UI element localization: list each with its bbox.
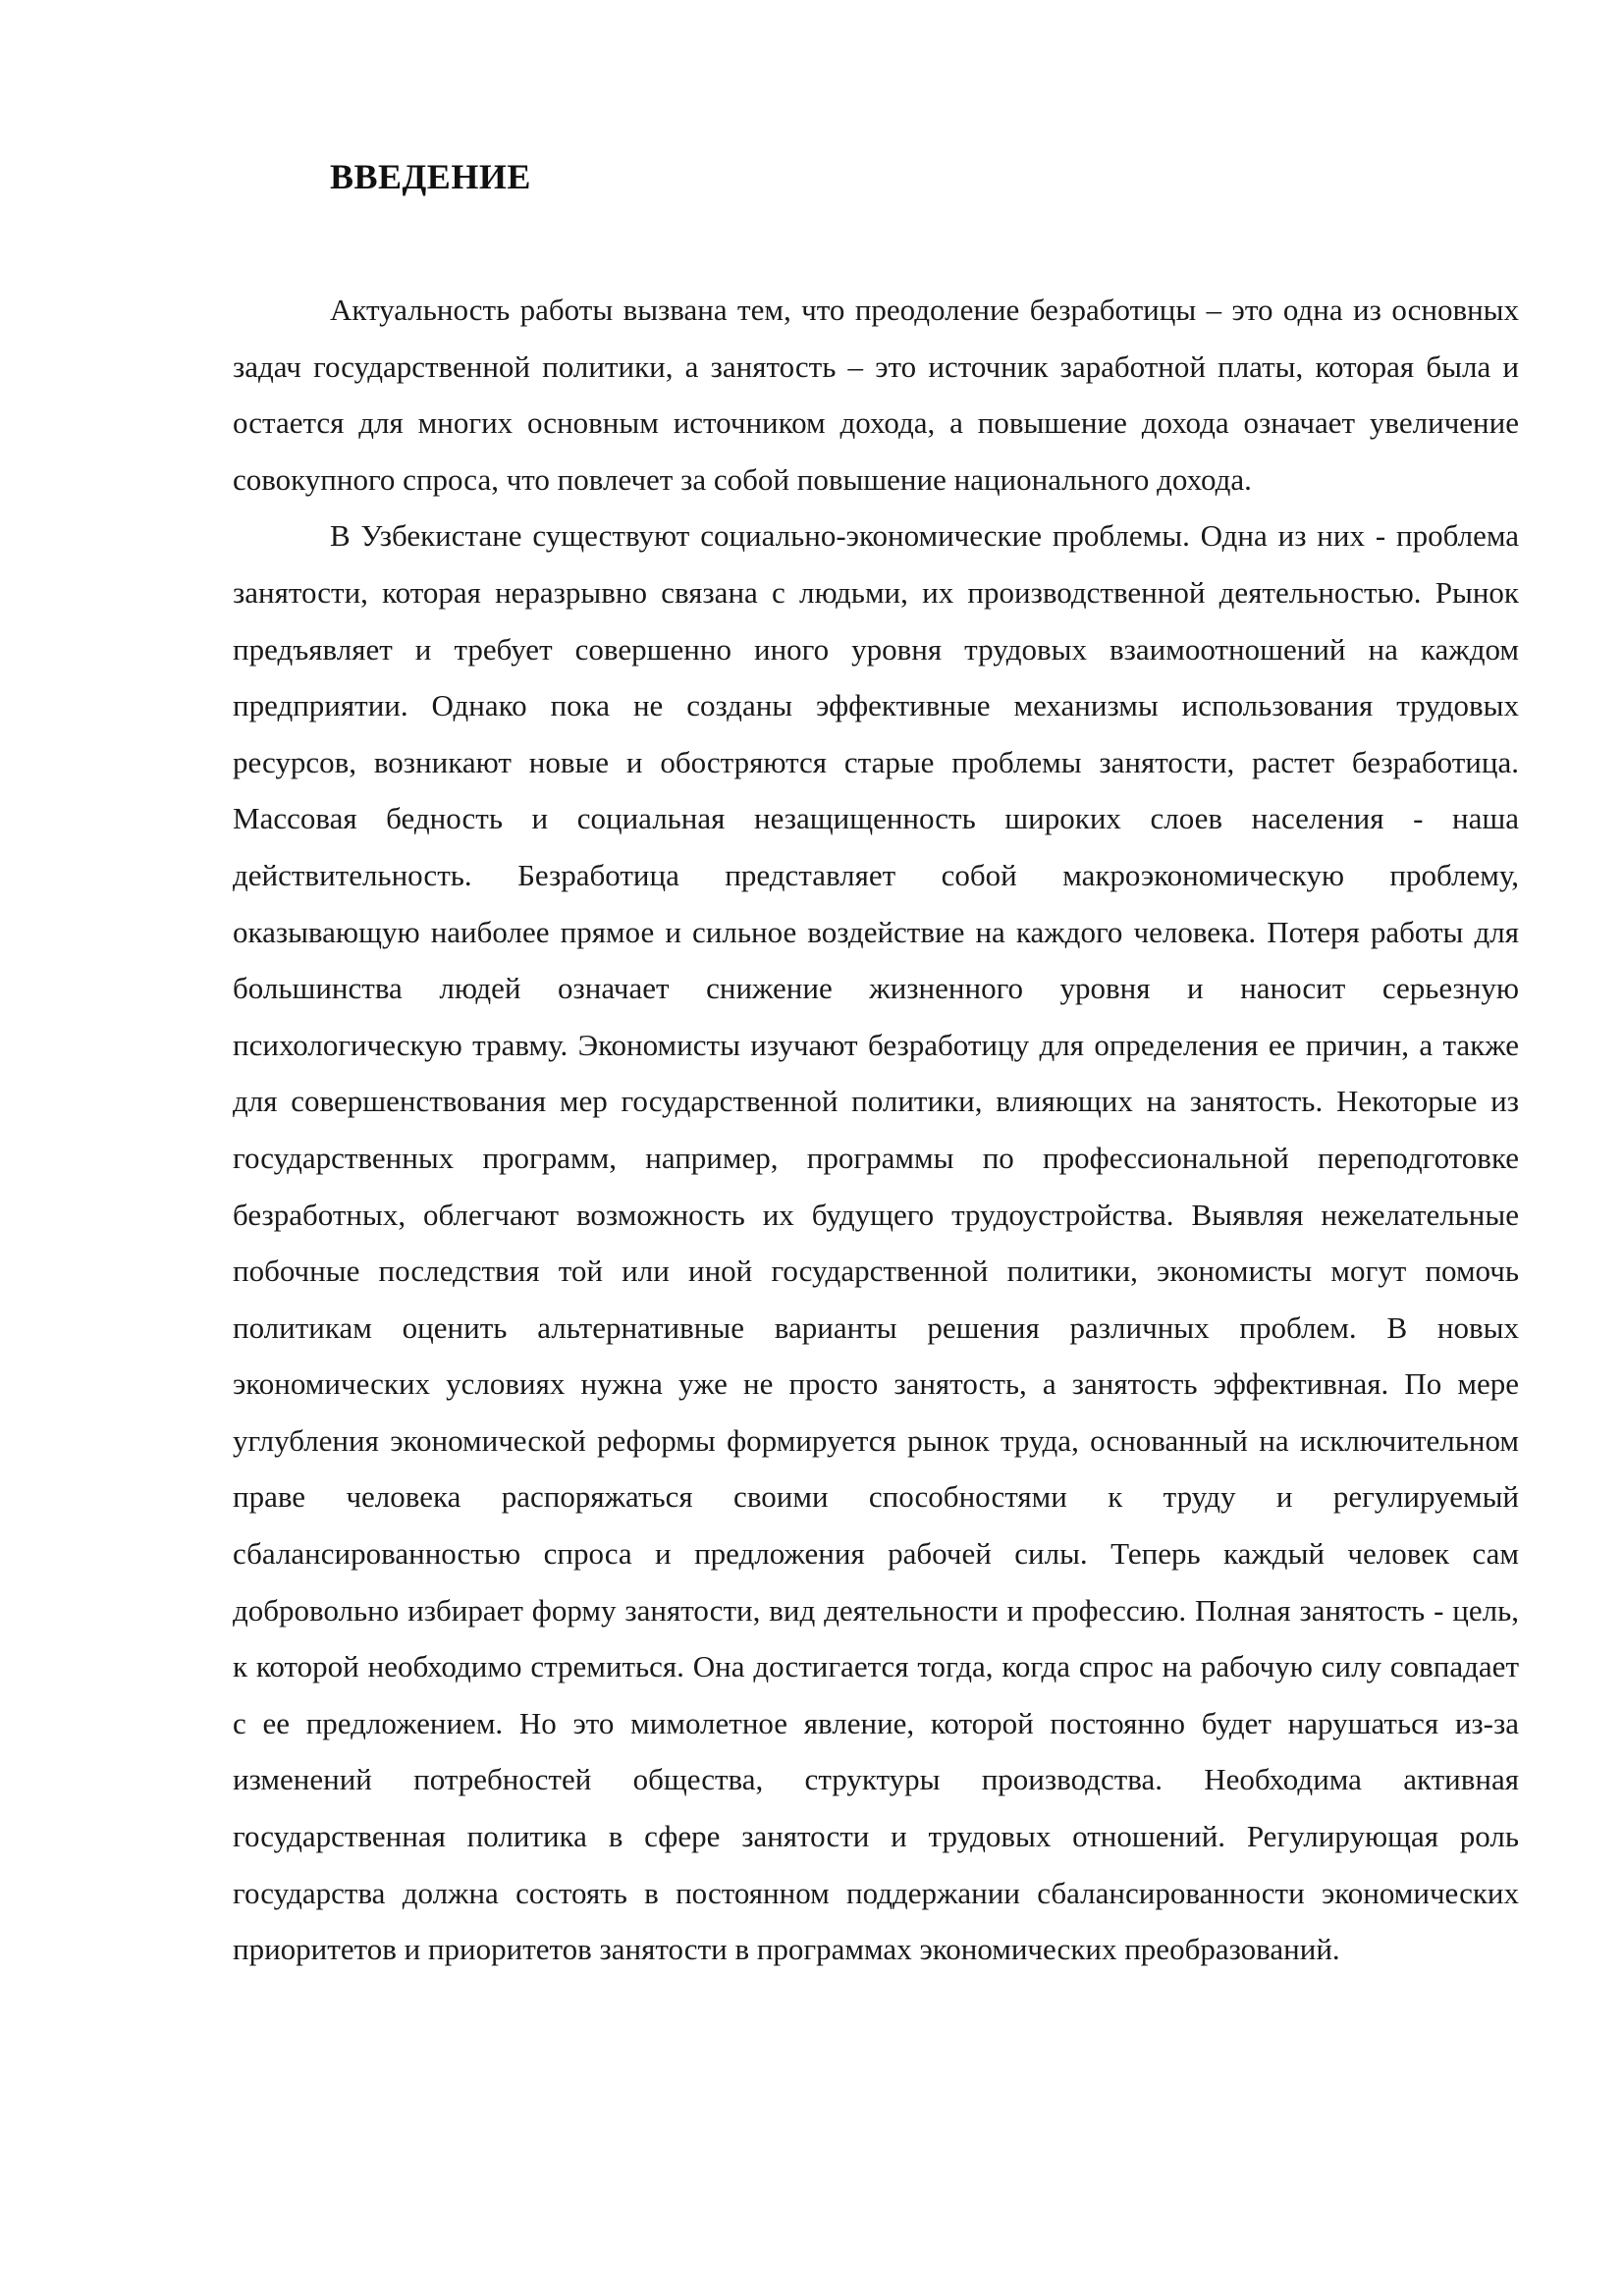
paragraph-uzbekistan-employment: В Узбекистане существуют социально-экономические проблемы. Одна из них - проблема занятости, которая неразрывно связана с людьми, их производственной деятельностью. Рынок предъявляет и требует совершенно иного уровня трудовых взаимоотношений на каждом предприятии. Однако пока не созданы эффективные механизмы использования трудовых ресурсов, возникают новые и обостряются старые проблемы занятости, растет безработица. Массовая бедность и социальная незащищенность широких слоев населения - наша действительность. Безработица представляет собой макроэкономическую проблему, оказывающую наиболее прямое и сильное воздействие на каждого человека. Потеря работы для большинства людей означает снижение жизненного уровня и наносит серьезную психологическую травму. Экономисты изучают безработицу для определения ее причин, а также для совершенствования мер государственной политики, влияющих на занятость. Некоторые из государственных программ, например, программы по профессиональной переподготовке безработных, облегчают возможность их будущего трудоустройства. Выявляя нежелательные побочные последствия той или иной государственной политики, экономисты могут помочь политикам оценить альтернативные варианты решения различных проблем. В новых экономических условиях нужна уже не просто занятость, а занятость эффективная. По мере углубления экономической реформы формируется рынок труда, основанный на исключительном праве человека распоряжаться своими способностями к труду и регулируемый сбалансированностью спроса и предложения рабочей силы. Теперь каждый человек сам добровольно избирает форму занятости, вид деятельности и профессию. Полная занятость - цель, к которой необходимо стремиться. Она достигается тогда, когда спрос на рабочую силу совпадает с ее предложением. Но это мимолетное явление, которой постоянно будет нарушаться из-за изменений потребностей общества, структуры производства. Необходима активная государственная политика в сфере занятости и трудовых отношений. Регулирующая роль государства должна состоять в постоянном поддержании сбалансированности экономических приоритетов и приоритетов занятости в программах экономических преобразований. (233, 518, 1519, 1967)
section-heading: ВВЕДЕНИЕ (330, 157, 531, 196)
body-text (233, 282, 1519, 1978)
paragraph-relevance: Актуальность работы вызвана тем, что преодоление безработицы – это одна из основных задач государственной политики, а занятость – это источник заработной платы, которая была и остается для многих основным источником дохода, а повышение дохода означает увеличение совокупного спроса, что повлечет за собой повышение национального дохода. (233, 293, 1519, 497)
